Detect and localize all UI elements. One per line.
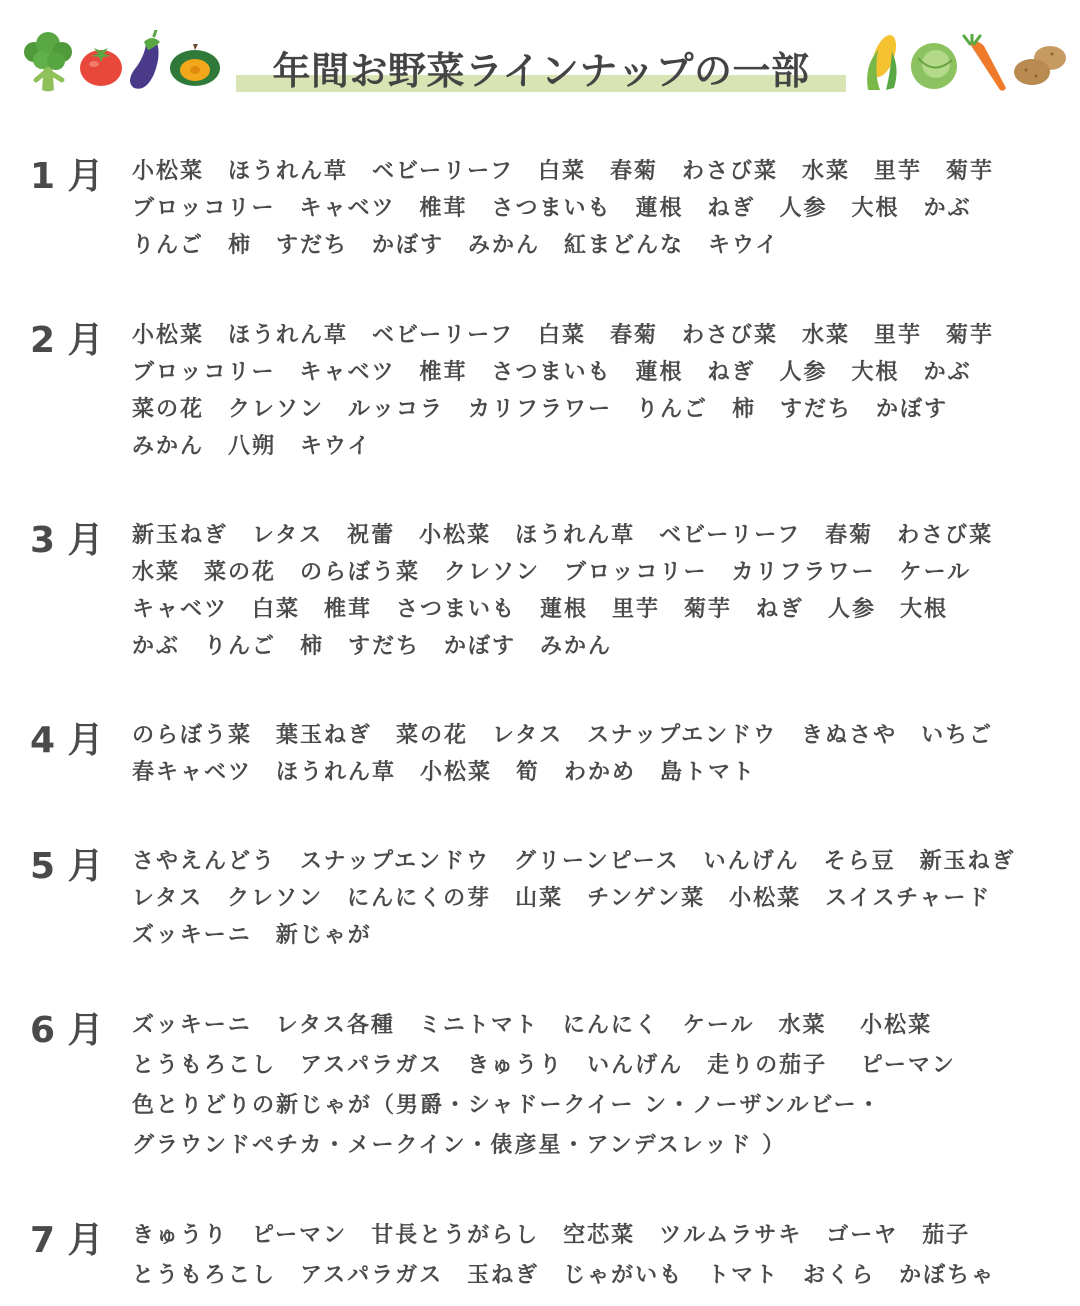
month-label: 4 月 xyxy=(30,720,104,761)
produce-line: ブロッコリー キャベツ 椎茸 さつまいも 蓮根 ねぎ 人参 大根 かぶ xyxy=(132,196,972,221)
produce-line: レタス クレソン にんにくの芽 山菜 チンゲン菜 小松菜 スイスチャード xyxy=(132,886,992,911)
month-label: 3 月 xyxy=(30,520,104,561)
produce-list xyxy=(132,318,994,466)
corn-icon xyxy=(860,30,904,94)
produce-line: キャベツ 白菜 椎茸 さつまいも 蓮根 里芋 菊芋 ねぎ 人参 大根 xyxy=(132,597,949,622)
cabbage-icon xyxy=(908,40,960,90)
tomato-icon xyxy=(78,42,124,88)
produce-line: ズッキーニ 新じゃが xyxy=(132,923,372,948)
pumpkin-icon xyxy=(168,42,222,88)
produce-line: とうもろこし アスパラガス 玉ねぎ じゃがいも トマト おくら かぼちゃ xyxy=(132,1263,996,1288)
month-label: 5 月 xyxy=(30,846,104,887)
produce-line: 小松菜 ほうれん草 ベビーリーフ 白菜 春菊 わさび菜 水菜 里芋 菊芋 xyxy=(132,323,995,348)
produce-line: ブロッコリー キャベツ 椎茸 さつまいも 蓮根 ねぎ 人参 大根 かぶ xyxy=(132,360,972,385)
month-label: 1 月 xyxy=(30,156,104,197)
produce-line: グラウンドペチカ・メークイン・俵彦星・アンデスレッド ） xyxy=(132,1133,787,1158)
produce-line: さやえんどう スナップエンドウ グリーンピース いんげん そら豆 新玉ねぎ xyxy=(132,849,1016,874)
produce-line: 色とりどりの新じゃが（男爵・シャドークイー ン・ノーザンルビー・ xyxy=(132,1093,882,1118)
produce-list xyxy=(132,154,994,265)
produce-list xyxy=(132,1008,956,1168)
potato-icon xyxy=(1012,42,1070,88)
produce-line: のらぼう菜 葉玉ねぎ 菜の花 レタス スナップエンドウ きぬさや いちご xyxy=(132,723,994,748)
produce-line: りんご 柿 すだち かぼす みかん 紅まどんな キウイ xyxy=(132,233,780,258)
page-header xyxy=(0,30,1080,100)
produce-line: 菜の花 クレソン ルッコラ カリフラワー りんご 柿 すだち かぼす xyxy=(132,397,949,422)
produce-line: みかん 八朔 キウイ xyxy=(132,434,372,459)
month-label: 6 月 xyxy=(30,1010,104,1051)
produce-line: かぶ りんご 柿 すだち かぼす みかん xyxy=(132,634,613,659)
produce-list xyxy=(132,718,993,792)
produce-line: 新玉ねぎ レタス 祝蕾 小松菜 ほうれん草 ベビーリーフ 春菊 わさび菜 xyxy=(132,523,994,548)
produce-line: 水菜 菜の花 のらぼう菜 クレソン ブロッコリー カリフラワー ケール xyxy=(132,560,972,585)
month-label: 2 月 xyxy=(30,320,104,361)
produce-line: きゅうり ピーマン 甘長とうがらし 空芯菜 ツルムラサキ ゴーヤ 茄子 xyxy=(132,1223,971,1248)
produce-list xyxy=(132,518,993,666)
month-label: 7 月 xyxy=(30,1220,104,1261)
eggplant-icon xyxy=(126,30,166,94)
carrot-icon xyxy=(962,34,1010,94)
title-block xyxy=(236,38,846,92)
produce-line: ズッキーニ レタス各種 ミニトマト にんにく ケール 水菜 小松菜 xyxy=(132,1013,933,1038)
page-title: 年間お野菜ラインナップの一部 xyxy=(272,49,810,93)
produce-line: 小松菜 ほうれん草 ベビーリーフ 白菜 春菊 わさび菜 水菜 里芋 菊芋 xyxy=(132,159,995,184)
produce-list xyxy=(132,1218,995,1298)
broccoli-icon xyxy=(22,30,76,94)
produce-list xyxy=(132,844,1016,955)
produce-line: とうもろこし アスパラガス きゅうり いんげん 走りの茄子 ピーマン xyxy=(132,1053,956,1078)
produce-line: 春キャベツ ほうれん草 小松菜 筍 わかめ 島トマト xyxy=(132,760,757,785)
